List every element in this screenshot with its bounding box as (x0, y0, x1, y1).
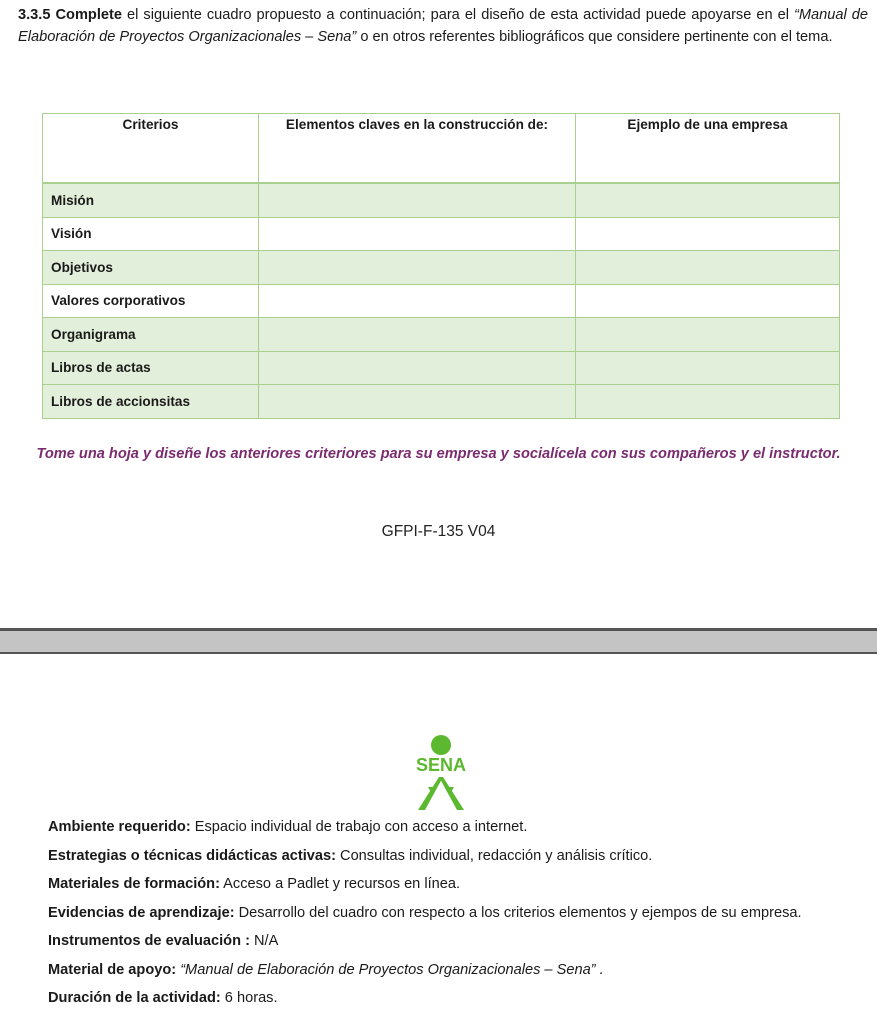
criterion-cell: Visión (43, 217, 259, 251)
detail-label: Estrategias o técnicas didácticas activas: (48, 847, 336, 864)
detail-value: Consultas individual, redacción y análisis crítico. (335, 847, 653, 864)
example-cell[interactable] (576, 251, 840, 285)
detail-label: Materiales de formación: (48, 876, 220, 892)
detail-label: Duración de la actividad: (48, 990, 221, 1006)
elements-cell[interactable] (259, 385, 576, 419)
sena-logo-icon (398, 734, 484, 810)
detail-label: Instrumentos de evaluación : (48, 933, 250, 949)
detail-ambiente (48, 816, 873, 845)
detail-label: Evidencias de aprendizaje: (48, 904, 235, 921)
detail-estrategias (48, 845, 873, 874)
page-separator-bar (0, 628, 877, 654)
intro-lead: Complete (55, 7, 122, 23)
criterion-cell: Misión (43, 183, 259, 217)
detail-value: 6 horas. (220, 990, 278, 1006)
detail-evidencias (48, 902, 873, 931)
example-cell[interactable] (576, 351, 840, 385)
detail-label: Material de apoyo: (48, 961, 177, 978)
document-code: GFPI-F-135 V04 (381, 523, 496, 540)
elements-cell[interactable] (259, 351, 576, 385)
detail-materiales (48, 873, 873, 902)
elements-cell[interactable] (259, 251, 576, 285)
detail-instrumentos (48, 930, 873, 959)
detail-material-apoyo (48, 959, 873, 988)
detail-value: Acceso a Padlet y recursos en línea. (219, 876, 461, 892)
header-elementos: Elementos claves en la construcción de: (259, 114, 576, 184)
criterion-cell: Libros de actas (43, 351, 259, 385)
table-row (43, 251, 840, 285)
header-ejemplo: Ejemplo de una empresa (576, 114, 840, 184)
detail-duracion (48, 987, 873, 1016)
activity-details (48, 816, 873, 1016)
header-criterios: Criterios (43, 114, 259, 184)
criterion-cell: Objetivos (43, 251, 259, 285)
table-row (43, 183, 840, 217)
table-row (43, 284, 840, 318)
criteria-table (42, 113, 840, 419)
detail-value: Desarrollo del cuadro con respecto a los criterios elementos y ejempos de su empresa. (234, 904, 802, 921)
table-row (43, 385, 840, 419)
intro-manual-title: “Manual de Elaboración de Proyectos Organizacionales – Sena” (18, 7, 868, 45)
elements-cell[interactable] (259, 284, 576, 318)
elements-cell[interactable] (259, 183, 576, 217)
intro-text-2: o en otros referentes bibliográficos que considere pertinente con el tema. (356, 28, 833, 45)
instruction-note: Tome una hoja y diseñe los anteriores criteriores para su empresa y socialícela con sus compañeros y el instructor. (36, 446, 841, 462)
table-row (43, 351, 840, 385)
elements-cell[interactable] (259, 217, 576, 251)
section-number: 3.3.5 (18, 7, 51, 23)
example-cell[interactable] (576, 318, 840, 352)
table-row (43, 318, 840, 352)
criterion-cell: Organigrama (43, 318, 259, 352)
example-cell[interactable] (576, 385, 840, 419)
table-row (43, 217, 840, 251)
criterion-cell: Libros de accionsitas (43, 385, 259, 419)
example-cell[interactable] (576, 284, 840, 318)
detail-value: N/A (249, 933, 279, 949)
logo-text: SENA (415, 755, 467, 775)
example-cell[interactable] (576, 183, 840, 217)
detail-label: Ambiente requerido: (48, 819, 191, 835)
criterion-cell: Valores corporativos (43, 284, 259, 318)
elements-cell[interactable] (259, 318, 576, 352)
intro-paragraph (18, 5, 868, 48)
detail-value: Espacio individual de trabajo con acceso a internet. (190, 819, 528, 835)
table-header-row (43, 114, 840, 184)
detail-value: “Manual de Elaboración de Proyectos Organizacionales – Sena” . (176, 961, 604, 978)
intro-text-1: el siguiente cuadro propuesto a continuación; para el diseño de esta actividad puede apoyarse en el (122, 7, 795, 23)
example-cell[interactable] (576, 217, 840, 251)
